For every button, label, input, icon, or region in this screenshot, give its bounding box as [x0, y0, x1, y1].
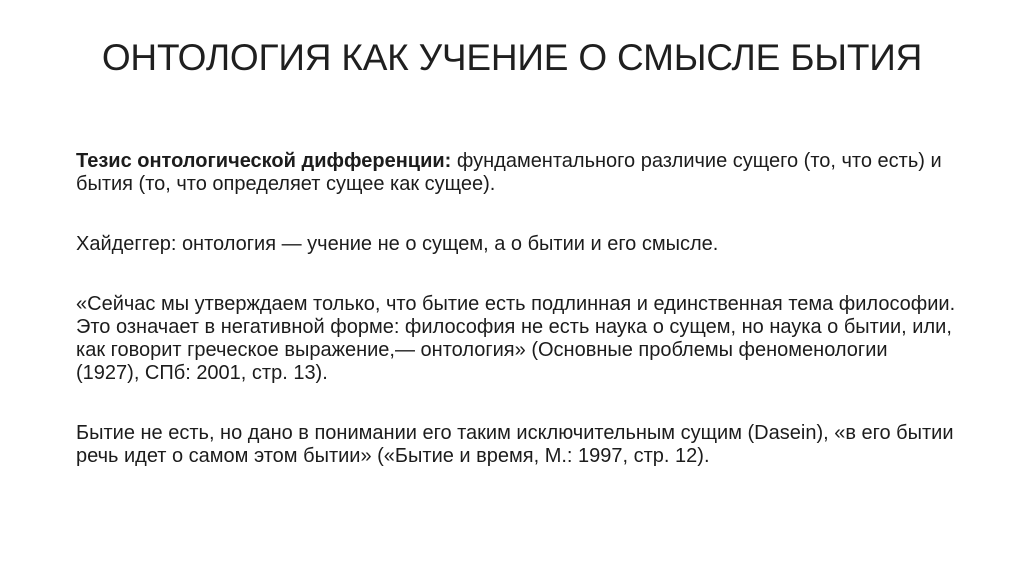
slide-body	[76, 150, 956, 468]
slide-title: ОНТОЛОГИЯ КАК УЧЕНИЕ О СМЫСЛЕ БЫТИЯ	[101, 37, 923, 78]
paragraph-thesis	[76, 150, 956, 196]
paragraph-quote: «Сейчас мы утверждаем только, что бытие есть подлинная и единственная тема философии. Это означает в негативной форме: философия не есть наука о сущем, но наука о бытии, или, как говорит греческое выражение,— онтология» (Основные проблемы феноменологии (1927), СПб: 2001, стр. 13).	[76, 293, 956, 384]
paragraph-dasein: Бытие не есть, но дано в понимании его таким исключительным сущим (Dasein), «в его бытии речь идет о самом этом бытии» («Бытие и время, М.: 1997, стр. 12).	[76, 422, 954, 467]
paragraph-heidegger: Хайдеггер: онтология — учение не о сущем, а о бытии и его смысле.	[76, 233, 719, 255]
thesis-text: фундаментального различие сущего (то, что есть) и бытия (то, что определяет сущее как сущее).	[76, 150, 942, 195]
thesis-label: Тезис онтологической дифференции:	[76, 150, 452, 172]
